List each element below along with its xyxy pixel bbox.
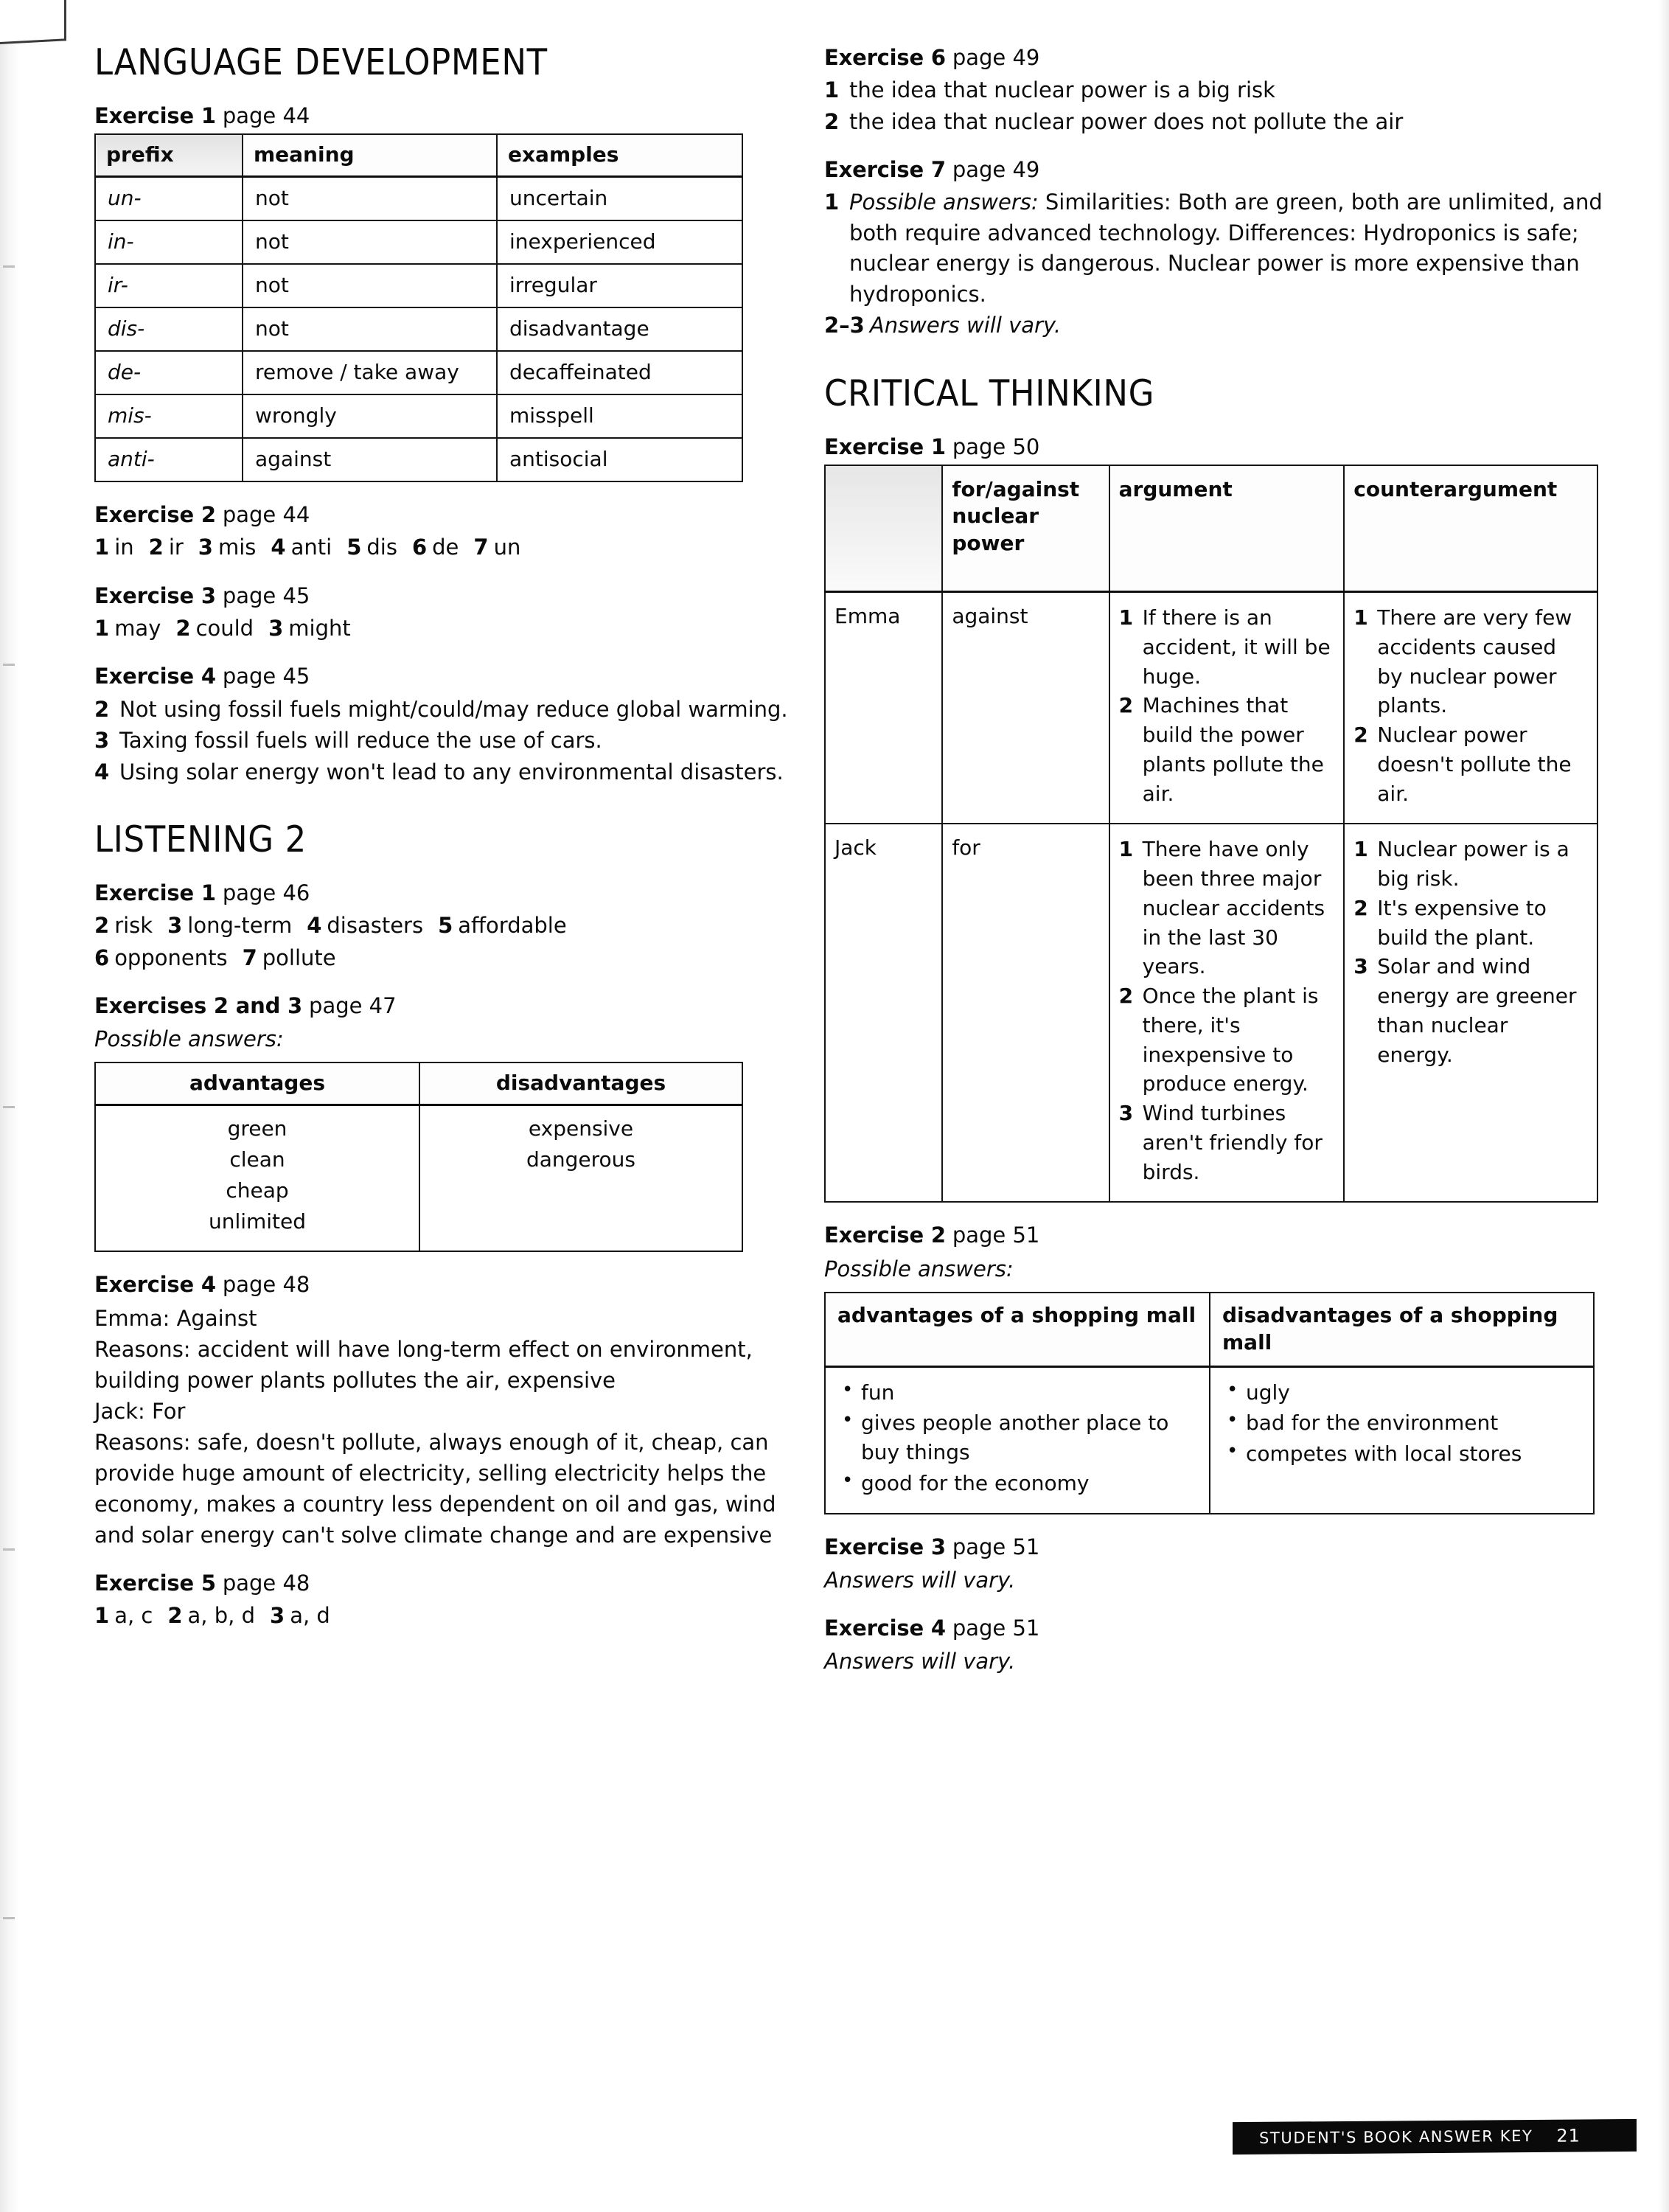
item-number: 1 (1353, 605, 1368, 630)
cell-arguments (1109, 824, 1345, 1202)
item-text: There have only been three major nuclear accidents in the last 30 years. (1142, 837, 1325, 979)
column-header-advantages-mall: advantages of a shopping mall (825, 1293, 1210, 1366)
item-text: Once the plant is there, it's inexpensive to produce energy. (1142, 984, 1319, 1096)
exercise-page: page 45 (222, 582, 310, 608)
cell-meaning: not (243, 307, 497, 351)
item-text: Nuclear power doesn't pollute the air. (1377, 723, 1572, 806)
exercise-page: page 46 (222, 880, 310, 905)
listening-exercise-heading-4 (94, 1271, 802, 1298)
item-text: It's expensive to build the plant. (1377, 895, 1547, 950)
cell-arguments (1109, 592, 1345, 824)
exercise-label: Exercise 5 (94, 1571, 216, 1596)
cell-prefix: anti- (95, 438, 243, 481)
answer-number: 3 (270, 1603, 285, 1629)
answer-text: could (195, 615, 254, 641)
item-number: 2 (1118, 984, 1134, 1009)
list-item (1222, 1408, 1581, 1438)
cell-prefix: in- (95, 220, 243, 264)
answer-number: 2 (148, 535, 164, 560)
list-item (837, 1408, 1197, 1467)
ct-exercise-heading-3 (824, 1534, 1606, 1560)
jack-reasons-line: Reasons: safe, doesn't pollute, always enough of it, cheap, can provide huge amount of electricity, selling electricity helps the economy, makes a country less dependent on oil and gas, wind and solar energy can't solve climate change and are expensive (94, 1429, 776, 1548)
cell-prefix: de- (95, 351, 243, 394)
cell-example: misspell (497, 394, 742, 438)
answer-number: 5 (438, 913, 453, 939)
answer-text: pollute (262, 945, 336, 970)
cell-person-name: Emma (825, 592, 942, 824)
exercise-label: Exercise 1 (94, 103, 216, 128)
listening-exercises-2-3-heading (94, 992, 802, 1019)
item-text: Not using fossil fuels might/could/may reduce global warming. (119, 696, 788, 722)
cell-meaning: not (243, 177, 497, 220)
exercise-label: Exercise 2 (94, 501, 216, 527)
item-number: 1 (824, 77, 840, 103)
cell-meaning: against (243, 438, 497, 481)
ct-exercise-heading-1 (824, 434, 1606, 460)
answer-number: 7 (242, 945, 257, 970)
advantage-item: green (227, 1116, 288, 1141)
list-item (1353, 720, 1588, 808)
exercise-page: page 45 (222, 664, 310, 689)
item-number: 2 (1118, 693, 1134, 718)
item-number: 1 (1118, 605, 1134, 630)
cell-person-name: Jack (825, 824, 942, 1202)
item-text: There are very few accidents caused by nuclear power plants. (1377, 605, 1572, 718)
shopping-mall-table (824, 1292, 1595, 1514)
list-item (1119, 981, 1335, 1099)
page-footer-bar (1233, 2119, 1637, 2154)
cell-example: inexperienced (497, 220, 742, 264)
ct-exercise-heading-2 (824, 1222, 1606, 1248)
cell-example: antisocial (497, 438, 742, 481)
exercise-page: page 51 (952, 1222, 1040, 1248)
item-number: 4 (94, 759, 110, 785)
listening-exercise-5-answers (94, 1601, 802, 1631)
table-row (95, 307, 742, 351)
answer-number: 1 (94, 535, 110, 560)
exercise-heading-3 (94, 582, 802, 609)
cell-example: uncertain (497, 177, 742, 220)
table-header-row (825, 1293, 1594, 1366)
exercise-heading-4 (94, 663, 802, 689)
answer-number: 1 (94, 615, 110, 641)
advantage-item: clean (229, 1147, 285, 1172)
item-text: good for the economy (861, 1470, 1090, 1495)
item-number: 1 (1118, 837, 1134, 862)
list-item (824, 75, 1606, 105)
answer-text: anti (290, 535, 332, 560)
item-text: Machines that build the power plants pollute the air. (1142, 693, 1324, 806)
item-number: 1 (1353, 837, 1368, 862)
disadvantage-item: dangerous (526, 1147, 636, 1172)
item-text: Answers will vary. (869, 313, 1062, 338)
exercise-page: page 47 (309, 993, 397, 1019)
item-text: Wind turbines aren't friendly for birds. (1142, 1101, 1323, 1184)
column-header-blank (825, 465, 942, 592)
list-item (824, 107, 1606, 137)
table-row (95, 264, 742, 307)
prefix-table (94, 133, 743, 482)
answer-text: a, c (114, 1603, 153, 1629)
exercise-label: Exercise 3 (94, 582, 216, 608)
answer-text: opponents (114, 945, 228, 970)
exercise-page: page 44 (222, 103, 310, 128)
exercise-page: page 49 (952, 157, 1040, 183)
cell-disadvantages (419, 1105, 742, 1252)
table-header-row (95, 1062, 742, 1105)
exercise-6-list (824, 75, 1606, 137)
cell-example: decaffeinated (497, 351, 742, 394)
exercise-label: Exercise 4 (824, 1615, 946, 1641)
item-text: Similarities: Both are green, both are unlimited, and both require advanced technology. Differences: Hydroponics is safe; nuclear energy is dangerous. Nuclear power is more expensive than hydroponics. (849, 189, 1603, 307)
emma-reasons-line: Reasons: accident will have long-term effect on environment, building power plants pollutes the air, expensive (94, 1336, 753, 1393)
cell-prefix: dis- (95, 307, 243, 351)
list-item (1222, 1378, 1581, 1408)
answer-number: 3 (198, 535, 213, 560)
answer-number: 5 (346, 535, 362, 560)
answer-text: affordable (458, 913, 567, 939)
item-text: Taxing fossil fuels will reduce the use of cars. (119, 728, 602, 754)
column-header-advantages: advantages (95, 1062, 419, 1105)
item-number: 2 (824, 108, 840, 134)
table-row (95, 177, 742, 220)
cell-counterarguments (1344, 592, 1597, 824)
answer-text: a, d (290, 1603, 330, 1629)
item-number: 2 (1353, 895, 1368, 920)
answer-text: risk (114, 913, 153, 939)
listening-exercise-1-answers-row-2 (94, 943, 802, 973)
ct-exercise-heading-4 (824, 1615, 1606, 1641)
exercise-heading-1 (94, 102, 802, 129)
left-column (94, 41, 802, 1633)
cell-meaning: remove / take away (243, 351, 497, 394)
answer-number: 2 (175, 615, 191, 641)
item-text: bad for the environment (1246, 1411, 1499, 1436)
cell-counterarguments (1344, 824, 1597, 1202)
section-title-language-development: LANGUAGE DEVELOPMENT (94, 41, 548, 83)
item-text: gives people another place to buy things (861, 1411, 1169, 1465)
answer-number: 4 (307, 913, 322, 939)
column-header-disadvantages: disadvantages (419, 1062, 742, 1105)
item-text: Solar and wind energy are greener than nuclear energy. (1377, 954, 1577, 1067)
list-item (837, 1469, 1197, 1498)
answer-number: 3 (268, 615, 284, 641)
exercise-label: Exercise 1 (824, 434, 946, 459)
item-text: the idea that nuclear power does not pollute the air (849, 108, 1404, 134)
list-item (1353, 835, 1588, 894)
exercise-7-item-23 (824, 310, 1606, 341)
answer-number: 3 (167, 913, 183, 939)
cell-advantages (95, 1105, 419, 1252)
table-header-row (95, 134, 742, 176)
answer-text: may (114, 615, 161, 641)
answer-text: mis (217, 535, 257, 560)
list-item (94, 726, 802, 756)
ct-exercise-4-answer: Answers will vary. (824, 1649, 1016, 1674)
item-text: Using solar energy won't lead to any environmental disasters. (119, 759, 784, 785)
table-row (95, 220, 742, 264)
answer-text: might (288, 615, 351, 641)
listening-exercise-heading-5 (94, 1570, 802, 1596)
critical-thinking-table (824, 465, 1598, 1203)
listening-exercise-heading-1 (94, 880, 802, 906)
list-item (1119, 691, 1335, 808)
table-row (95, 438, 742, 481)
cell-prefix: ir- (95, 264, 243, 307)
column-header-disadvantages-mall: disadvantages of a shopping mall (1210, 1293, 1594, 1366)
exercise-2-answers (94, 532, 802, 563)
exercise-page: page 44 (222, 501, 310, 527)
exercise-label: Exercise 4 (94, 1272, 216, 1298)
item-text: Nuclear power is a big risk. (1377, 837, 1569, 891)
item-text: fun (861, 1380, 895, 1405)
column-header-counterargument: counterargument (1344, 465, 1597, 592)
possible-answers-note: Possible answers: (824, 1256, 1014, 1281)
exercise-label: Exercise 3 (824, 1534, 946, 1559)
answer-number: 6 (411, 535, 428, 560)
exercise-heading-2 (94, 501, 802, 528)
table-row (95, 394, 742, 438)
list-item (94, 757, 802, 787)
cell-meaning: not (243, 264, 497, 307)
cell-example: irregular (497, 264, 742, 307)
exercise-page: page 51 (952, 1534, 1040, 1559)
column-header-prefix: prefix (95, 134, 243, 176)
list-item (824, 187, 1606, 310)
exercise-label: Exercise 1 (94, 880, 216, 905)
answer-text: ir (168, 535, 184, 560)
exercise-heading-7 (824, 156, 1606, 183)
exercise-page: page 51 (952, 1615, 1040, 1641)
list-item (1119, 1099, 1335, 1186)
exercise-4-list (94, 695, 802, 787)
exercise-7-list (824, 187, 1606, 310)
item-number: 3 (1118, 1101, 1134, 1126)
advantages-disadvantages-table (94, 1062, 743, 1252)
cell-prefix: mis- (95, 394, 243, 438)
list-item (1353, 603, 1588, 720)
cell-stance: for (942, 824, 1109, 1202)
cell-disadvantages-mall (1210, 1366, 1594, 1514)
list-item (1353, 952, 1588, 1069)
right-column (824, 44, 1606, 1677)
cell-prefix: un- (95, 177, 243, 220)
answer-number: 2 (167, 1603, 183, 1629)
answer-text: long-term (187, 913, 293, 939)
exercise-label: Exercise 2 (824, 1222, 946, 1248)
item-number: 3 (1353, 954, 1368, 979)
answer-text: in (114, 535, 134, 560)
table-row (95, 1105, 742, 1252)
exercise-page: page 50 (952, 434, 1040, 459)
column-header-argument: argument (1109, 465, 1345, 592)
item-text: If there is an accident, it will be huge. (1142, 605, 1331, 689)
list-item (1119, 603, 1335, 691)
table-row (825, 592, 1597, 824)
exercise-label: Exercises 2 and 3 (94, 993, 303, 1019)
column-header-meaning: meaning (243, 134, 497, 176)
item-number: 1 (824, 189, 840, 215)
item-text: ugly (1246, 1380, 1290, 1405)
exercise-label: Exercise 4 (94, 664, 216, 689)
table-row (825, 1366, 1594, 1514)
list-item (1119, 835, 1335, 981)
table-row (95, 351, 742, 394)
list-item (1353, 894, 1588, 953)
table-header-row (825, 465, 1597, 592)
list-item (1222, 1439, 1581, 1469)
answer-text: dis (366, 535, 397, 560)
footer-page-number: 21 (1556, 2125, 1581, 2146)
exercise-label: Exercise 7 (824, 157, 946, 183)
answer-text: disasters (327, 913, 424, 939)
footer-title: STUDENT'S BOOK ANSWER KEY (1259, 2126, 1533, 2147)
answer-text: de (432, 535, 459, 560)
cell-stance: against (942, 592, 1109, 824)
exercise-page: page 48 (222, 1272, 310, 1298)
possible-answers-note: Possible answers: (849, 189, 1039, 215)
item-number: 2 (94, 696, 110, 722)
listening-exercise-1-answers-row-1 (94, 911, 802, 941)
cell-example: disadvantage (497, 307, 742, 351)
answer-text: un (493, 535, 521, 560)
item-number: 2–3 (824, 313, 865, 338)
list-item (837, 1378, 1197, 1408)
jack-stance-line: Jack: For (94, 1398, 186, 1424)
answer-number: 6 (94, 945, 110, 970)
item-text: the idea that nuclear power is a big risk (849, 77, 1275, 103)
section-title-critical-thinking: CRITICAL THINKING (824, 372, 1155, 414)
answer-number: 1 (94, 1603, 110, 1629)
cell-advantages-mall (825, 1366, 1210, 1514)
answer-number: 2 (94, 913, 110, 939)
emma-stance-line: Emma: Against (94, 1305, 257, 1331)
answer-number: 4 (271, 535, 286, 560)
cell-meaning: wrongly (243, 394, 497, 438)
advantage-item: cheap (226, 1178, 289, 1203)
section-title-listening-2: LISTENING 2 (94, 818, 307, 860)
answer-text: a, b, d (187, 1603, 255, 1629)
table-row (825, 824, 1597, 1202)
column-header-for-against: for/against nuclear power (942, 465, 1109, 592)
item-text: competes with local stores (1246, 1441, 1522, 1467)
item-number: 2 (1353, 723, 1368, 748)
item-number: 3 (94, 728, 110, 754)
exercise-page: page 49 (952, 45, 1040, 70)
cell-meaning: not (243, 220, 497, 264)
advantage-item: unlimited (208, 1209, 307, 1234)
exercise-3-answers (94, 613, 802, 644)
answer-number: 7 (473, 535, 489, 560)
column-header-examples: examples (497, 134, 742, 176)
ct-exercise-3-answer: Answers will vary. (824, 1567, 1016, 1593)
exercise-page: page 48 (222, 1571, 310, 1596)
exercise-label: Exercise 6 (824, 45, 946, 70)
possible-answers-note: Possible answers: (94, 1026, 284, 1052)
disadvantage-item: expensive (528, 1116, 634, 1141)
list-item (94, 695, 802, 725)
exercise-heading-6 (824, 44, 1606, 71)
